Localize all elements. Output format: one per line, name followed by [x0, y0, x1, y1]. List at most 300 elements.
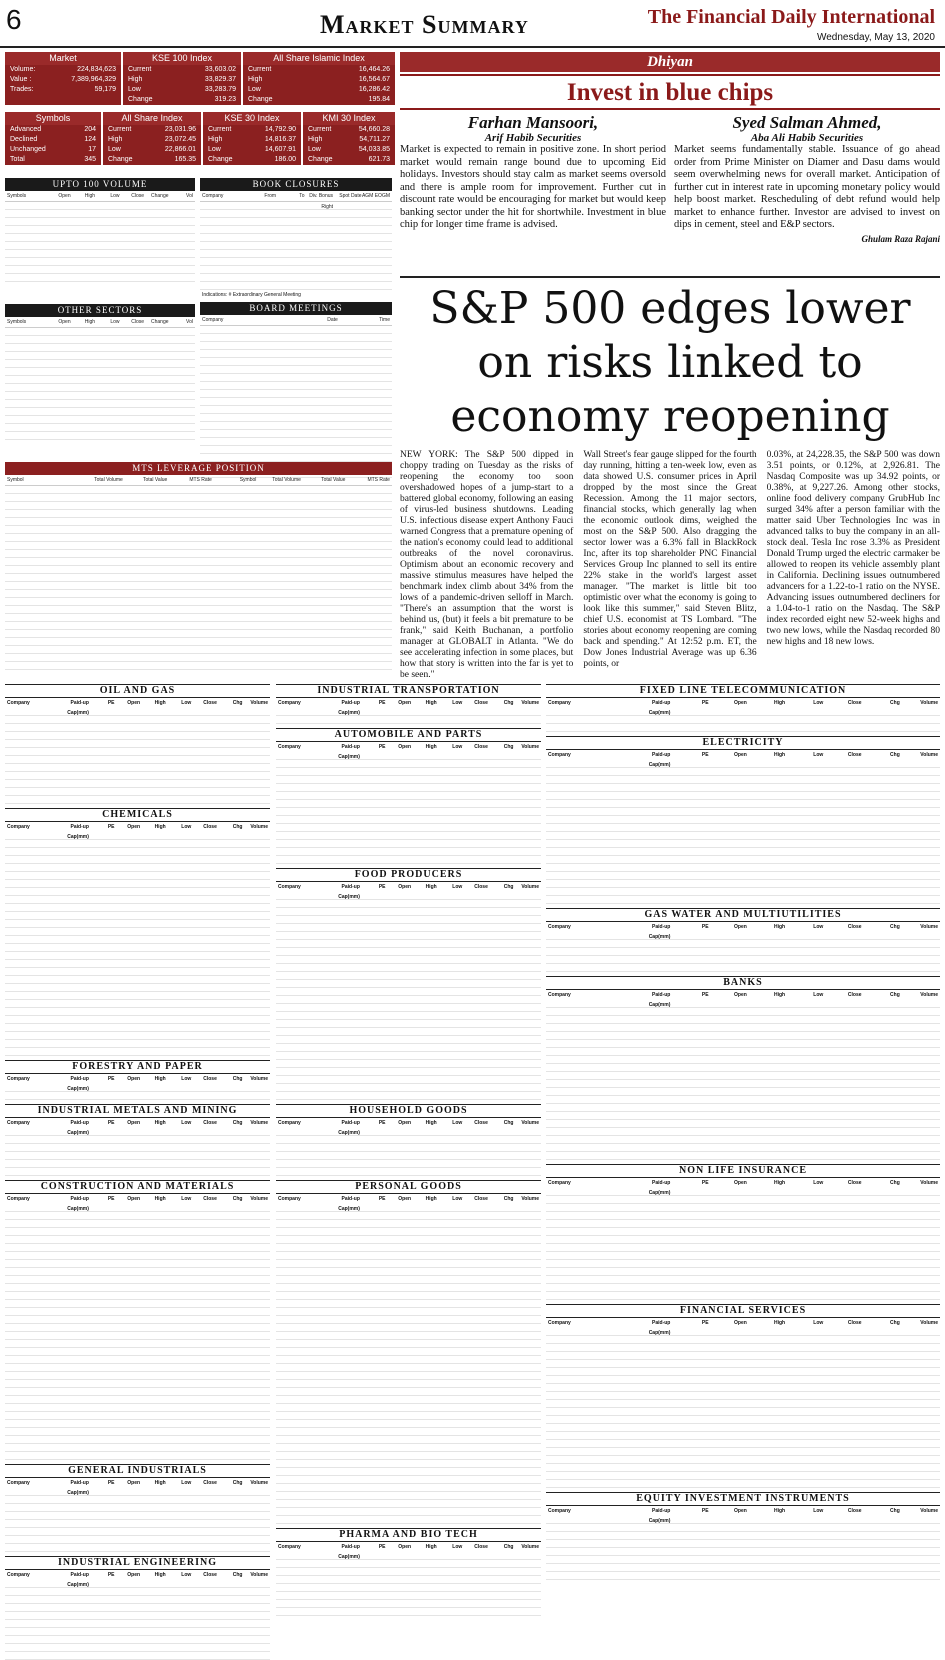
sector-columns: [5, 1118, 270, 1136]
row-label: Low: [208, 146, 221, 153]
column-header: Low: [181, 1572, 192, 1578]
other-sectors-header: [5, 317, 195, 328]
column-header: Low: [452, 884, 463, 890]
sector-columns: [5, 698, 270, 716]
sector-columns: [546, 1318, 940, 1336]
sector-column-left: [5, 684, 270, 1588]
allshare-islamic-title: All Share Islamic Index: [243, 52, 395, 65]
column-header: Open: [398, 1196, 412, 1202]
sector-column-middle: [276, 684, 541, 1579]
column-header: Close: [131, 319, 145, 325]
row-value: 16,464.26: [358, 66, 390, 73]
analyst-left-name: Farhan Mansoori,: [467, 113, 599, 132]
sector-rows: [276, 1552, 541, 1616]
kse30-row: [203, 155, 301, 165]
column-header: Div. Bonus Right: [309, 193, 334, 210]
column-header: Low: [452, 1196, 463, 1202]
sector-rows: [276, 708, 541, 724]
kse30-box: [203, 112, 301, 165]
column-header: Volume: [250, 824, 269, 830]
column-header: Paid-up Cap(mm): [338, 1120, 360, 1136]
symbols-row: [5, 155, 101, 165]
sector-rows: [546, 932, 940, 972]
sector-columns: [5, 1478, 270, 1496]
row-label: Current: [248, 66, 272, 73]
analyst-right-firm: Aba Ali Habib Securities: [750, 132, 864, 144]
column-header: Open: [127, 1480, 141, 1486]
row-value: 16,564.67: [358, 76, 390, 83]
sector-title: BANKS: [546, 976, 940, 990]
column-header: Chg: [503, 1544, 514, 1550]
column-header: Low: [813, 752, 824, 758]
symbols-row: [5, 125, 101, 135]
column-header: Company: [7, 1480, 30, 1486]
sector-rows: [546, 1516, 940, 1580]
column-header: Close: [847, 700, 862, 706]
dhiyan-headline: Invest in blue chips: [400, 74, 940, 110]
column-header: Low: [181, 1076, 192, 1082]
column-header: Volume: [920, 700, 938, 706]
column-header: Volume: [250, 1076, 269, 1082]
sector-columns: [546, 750, 940, 768]
main-story: [400, 276, 940, 680]
column-header: Company: [548, 1320, 571, 1326]
column-header: Spot Date: [339, 193, 362, 199]
column-header: Paid-up Cap(mm): [67, 1196, 89, 1212]
sector-title: HOUSEHOLD GOODS: [276, 1104, 541, 1118]
column-header: Close: [847, 1320, 862, 1326]
kse100-row: [123, 65, 241, 75]
column-header: PE: [701, 700, 709, 706]
kmi30-row: [303, 155, 395, 165]
column-header: Close: [474, 700, 488, 706]
column-header: Low: [452, 1544, 463, 1550]
column-header: From: [264, 193, 277, 199]
sector-columns: [546, 990, 940, 1008]
column-header: Company: [7, 1196, 30, 1202]
analyst-left-firm: Arif Habib Securities: [484, 132, 582, 144]
column-header: Open: [127, 1572, 141, 1578]
column-header: To: [299, 193, 305, 199]
column-header: Low: [813, 1180, 824, 1186]
column-header: PE: [107, 1196, 115, 1202]
column-header: Company: [7, 1572, 30, 1578]
row-label: Change: [128, 96, 153, 103]
column-header: Company: [278, 884, 301, 890]
allshare_islamic-row: [243, 95, 395, 105]
column-header: Low: [181, 824, 192, 830]
column-header: Time: [379, 317, 390, 323]
page-number: 6: [6, 4, 22, 35]
symbols-box: [5, 112, 101, 165]
board-meetings-header: [200, 315, 392, 326]
column-header: High: [425, 744, 437, 750]
sector-title: ELECTRICITY: [546, 736, 940, 750]
column-header: Paid-up Cap(mm): [648, 1508, 671, 1524]
sector-title: PHARMA AND BIO TECH: [276, 1528, 541, 1542]
column-header: Close: [474, 1196, 488, 1202]
allshare-box: [103, 112, 201, 165]
allshare_islamic-row: [243, 75, 395, 85]
column-header: Total Value: [142, 477, 168, 483]
column-header: Open: [398, 1120, 412, 1126]
column-header: PE: [107, 1480, 115, 1486]
column-header: Low: [813, 992, 824, 998]
column-header: Volume: [920, 992, 938, 998]
column-header: Volume: [521, 1196, 540, 1202]
column-header: Chg: [232, 1196, 243, 1202]
sector-title: INDUSTRIAL TRANSPORTATION: [276, 684, 541, 698]
column-header: Total Volume: [272, 477, 301, 483]
row-value: 22,866.01: [164, 146, 196, 153]
page-header: [0, 0, 945, 48]
row-value: 16,286.42: [358, 86, 390, 93]
column-header: Volume: [920, 1180, 938, 1186]
column-header: High: [154, 1196, 166, 1202]
sector-title: INDUSTRIAL ENGINEERING: [5, 1556, 270, 1570]
column-header: Chg: [890, 924, 900, 930]
story-headline-line1: S&P 500 edges lower: [429, 283, 911, 334]
column-header: PE: [107, 1120, 115, 1126]
column-header: Low: [813, 1320, 824, 1326]
sector-rows: [5, 1128, 270, 1176]
column-header: MTS Rate: [367, 477, 390, 483]
analyst-right-text: Market seems fundamentally stable. Issuance of go ahead order from Prime Minister on Diamer and Dasu dams would seem overwhelming news for overall market. Anticipation of further cut in interest rate in upcoming monetary policy would help boost market. Rescheduling of debt refund would help market to enhance further. Investor are advised to invest on dips in cement, steel and E&P sectors.: [674, 144, 940, 230]
sector-rows: [546, 1328, 940, 1488]
row-value: 54,660.28: [358, 126, 390, 133]
column-header: High: [773, 1508, 786, 1514]
symbols-row: [5, 135, 101, 145]
column-header: Volume: [920, 752, 938, 758]
column-header: Close: [203, 1120, 217, 1126]
sector-columns: [276, 882, 541, 900]
sector-columns: [5, 1570, 270, 1588]
column-header: Chg: [890, 752, 900, 758]
row-label: Change: [108, 156, 133, 163]
sector-columns: [546, 1178, 940, 1196]
story-column-1: NEW YORK: The S&P 500 dipped in choppy trading on Tuesday as the risks of reopening the economy too soon overshadowed hopes of a jump-start to a battered global economy, following an easing of virus-led business shutdowns. Leading U.S. infectious disease expert Anthony Fauci warned Congress that a premature opening of the nation's economy could lead to additional outbreaks of the novel coronavirus. Optimism about an economic recovery and massive stimulus measures have helped the benchmark index climb about 34% from the lows of a pandemic-driven selloff in March. "There's an assumption that the worst is behind us, (but) it feels a bit premature to be frank," said Keith Buchanan, a portfolio manager at GLOBALT in Atlanta. "We do see accelerating infection in some places, but how that story is written into the far is yet to be seen.": [400, 450, 574, 680]
row-label: Unchanged: [10, 146, 46, 153]
sector-title: FINANCIAL SERVICES: [546, 1304, 940, 1318]
column-header: Change: [150, 193, 169, 199]
column-header: Volume: [521, 700, 540, 706]
row-label: Total: [10, 156, 25, 163]
column-header: Chg: [232, 700, 243, 706]
column-header: PE: [378, 1196, 386, 1202]
column-header: Open: [398, 884, 412, 890]
column-header: Vol: [186, 319, 193, 325]
row-label: Current: [128, 66, 152, 73]
column-header: Paid-up Cap(mm): [338, 744, 360, 760]
column-header: Close: [847, 752, 862, 758]
column-header: High: [773, 924, 786, 930]
column-header: Open: [58, 319, 71, 325]
allshare-row: [103, 125, 201, 135]
column-header: High: [773, 1320, 786, 1326]
column-header: Company: [278, 1196, 301, 1202]
column-header: Close: [203, 1196, 217, 1202]
value-value: 7,389,964,329: [71, 76, 116, 83]
column-header: Low: [452, 700, 463, 706]
column-header: High: [154, 1120, 166, 1126]
symbols-row: [5, 145, 101, 155]
sector-rows: [5, 1204, 270, 1460]
newspaper-title: The Financial Daily International: [647, 6, 935, 28]
column-header: Chg: [503, 744, 514, 750]
column-header: Close: [203, 1480, 217, 1486]
sector-rows: [276, 1128, 541, 1176]
column-header: High: [84, 319, 96, 325]
kse100-row: [123, 75, 241, 85]
row-value: 23,072.45: [164, 136, 196, 143]
column-header: Low: [110, 193, 120, 199]
row-label: High: [248, 76, 263, 83]
column-header: Close: [131, 193, 145, 199]
column-header: High: [84, 193, 96, 199]
row-label: Current: [208, 126, 232, 133]
column-header: Total Value: [321, 477, 346, 483]
column-header: Chg: [232, 1480, 243, 1486]
sector-title: CHEMICALS: [5, 808, 270, 822]
column-header: PE: [701, 924, 709, 930]
column-header: PE: [107, 824, 115, 830]
kmi30-title: KMI 30 Index: [303, 112, 395, 125]
trades-label: Trades:: [10, 86, 34, 93]
column-header: Open: [734, 752, 747, 758]
column-header: Close: [203, 824, 217, 830]
section-title: Market Summary: [320, 10, 529, 39]
column-header: High: [425, 1544, 437, 1550]
column-header: Chg: [503, 1196, 514, 1202]
column-header: Symbols: [7, 319, 27, 325]
column-header: Company: [548, 752, 571, 758]
sector-columns: [5, 1074, 270, 1092]
sector-rows: [5, 1084, 270, 1100]
column-header: Close: [474, 744, 488, 750]
column-header: Chg: [503, 884, 514, 890]
column-header: Company: [202, 317, 224, 323]
story-headline-line3: economy reopening: [450, 391, 890, 442]
row-label: High: [308, 136, 323, 143]
sector-rows: [5, 708, 270, 804]
allshare_islamic-row: [243, 65, 395, 75]
dhiyan-label: Dhiyan: [400, 52, 940, 72]
row-value: 17: [88, 146, 96, 153]
row-label: Low: [128, 86, 141, 93]
column-header: Company: [548, 700, 571, 706]
column-header: Low: [110, 319, 120, 325]
allshare-row: [103, 155, 201, 165]
row-value: 124: [84, 136, 96, 143]
column-header: Chg: [232, 824, 243, 830]
kmi30-box: [303, 112, 395, 165]
upto100-title: UPTO 100 VOLUME: [5, 178, 195, 191]
column-header: High: [773, 752, 786, 758]
column-header: Company: [548, 1508, 571, 1514]
column-header: Chg: [890, 992, 900, 998]
sector-column-right: [546, 684, 940, 1579]
column-header: Paid-up Cap(mm): [67, 1120, 89, 1136]
column-header: High: [773, 700, 786, 706]
column-header: Paid-up Cap(mm): [67, 1076, 89, 1092]
column-header: Company: [278, 700, 301, 706]
column-header: Volume: [521, 1544, 540, 1550]
column-header: Open: [127, 1120, 141, 1126]
allshare-row: [103, 145, 201, 155]
allshare-title: All Share Index: [103, 112, 201, 125]
column-header: High: [154, 1076, 166, 1082]
column-header: PE: [107, 1572, 115, 1578]
sector-columns: [276, 1118, 541, 1136]
row-value: 14,607.91: [264, 146, 296, 153]
row-label: Advanced: [10, 126, 42, 133]
row-label: Low: [248, 86, 261, 93]
sector-title: EQUITY INVESTMENT INSTRUMENTS: [546, 1492, 940, 1506]
column-header: Close: [847, 1180, 862, 1186]
sector-columns: [5, 822, 270, 840]
column-header: Close: [474, 1544, 488, 1550]
column-header: Company: [278, 744, 301, 750]
column-header: Volume: [250, 1120, 269, 1126]
sector-title: FIXED LINE TELECOMMUNICATION: [546, 684, 940, 698]
analyst-left-text: Market is expected to remain in positive zone. In short period market would remain range bound due to upcoming Eid holidays. Investors should stay calm as market seems oversold and there is ample room for improvement. Further cut in discount rate would be encouraging for market but would keep banking sector under the hit for shortwhile. Investment in blue chip for longer time frame is advised.: [400, 144, 666, 230]
sector-rows: [5, 1580, 270, 1660]
sector-columns: [276, 1194, 541, 1212]
column-header: PE: [701, 1320, 709, 1326]
column-header: Close: [474, 1120, 488, 1126]
column-header: Low: [181, 1120, 192, 1126]
column-header: Volume: [250, 700, 269, 706]
dhiyan-feature: [400, 52, 940, 272]
market-title: Market: [5, 52, 121, 65]
column-header: Symbol: [7, 477, 24, 483]
value-label: Value :: [10, 76, 32, 83]
sector-title: INDUSTRIAL METALS AND MINING: [5, 1104, 270, 1118]
column-header: Low: [813, 1508, 824, 1514]
column-header: Paid-up Cap(mm): [648, 992, 671, 1008]
column-header: Open: [734, 992, 747, 998]
column-header: Open: [734, 1508, 747, 1514]
column-header: High: [425, 1196, 437, 1202]
sector-title: CONSTRUCTION AND MATERIALS: [5, 1180, 270, 1194]
sector-title: OIL AND GAS: [5, 684, 270, 698]
column-header: Open: [398, 1544, 412, 1550]
row-value: 345: [84, 156, 96, 163]
column-header: Open: [127, 700, 141, 706]
kmi30-row: [303, 135, 395, 145]
column-header: PE: [701, 1180, 709, 1186]
story-column-2: Wall Street's fear gauge slipped for the fourth day running, hitting a ten-week low, even as data showed U.S. consumer prices in April dropped by the most since the Great Recession. Among the 11 major sectors, financial stocks, which generally lag when the economic outlook dims, weighed the most on the S&P 500. Also dragging the sector lower was a 6.3% fall in BlackRock Inc, after its top shareholder PNC Financial Services Group Inc planned to sell its entire 22% stake in the world's largest asset manager. "The market is little bit too optimistic over what the economy is going to look like this summer," said Steven Blitz, chief U.S. economist at TS Lombard. "The stories about economy reopening are coming back and spending." At 12:52 p.m. ET, the Dow Jones Industrial Average was up 6.36 points, or: [583, 450, 757, 669]
column-header: Symbol: [239, 477, 257, 483]
column-header: Vol: [186, 193, 193, 199]
sector-rows: [276, 752, 541, 864]
column-header: PE: [107, 700, 115, 706]
column-header: Close: [203, 1076, 217, 1082]
sector-rows: [276, 892, 541, 1100]
board-meetings-title: BOARD MEETINGS: [200, 302, 392, 315]
column-header: High: [425, 700, 437, 706]
column-header: PE: [701, 992, 709, 998]
kse100-row: [123, 85, 241, 95]
column-header: Volume: [920, 1508, 938, 1514]
column-header: Company: [548, 1180, 571, 1186]
sector-title: NON LIFE INSURANCE: [546, 1164, 940, 1178]
column-header: Paid-up Cap(mm): [338, 700, 360, 716]
column-header: PE: [378, 1544, 386, 1550]
column-header: Close: [474, 884, 488, 890]
column-header: Volume: [521, 884, 540, 890]
sector-columns: [546, 698, 940, 716]
sector-title: AUTOMOBILE AND PARTS: [276, 728, 541, 742]
sector-rows: [276, 1204, 541, 1524]
column-header: High: [773, 1180, 786, 1186]
sector-columns: [546, 922, 940, 940]
column-header: Low: [452, 744, 463, 750]
book-closures-table: [200, 178, 392, 458]
sector-rows: [546, 1000, 940, 1160]
column-header: High: [154, 1572, 166, 1578]
column-header: PE: [378, 744, 386, 750]
column-header: Paid-up Cap(mm): [338, 884, 360, 900]
row-value: 319.23: [214, 96, 236, 103]
column-header: PE: [701, 752, 709, 758]
column-header: Chg: [232, 1572, 243, 1578]
column-header: Low: [813, 924, 824, 930]
column-header: Chg: [890, 1180, 900, 1186]
volume-label: Volume:: [10, 66, 36, 73]
row-label: High: [208, 136, 223, 143]
mts-leverage-table: [5, 462, 392, 678]
column-header: Company: [278, 1544, 301, 1550]
column-header: Chg: [890, 1508, 900, 1514]
sector-rows: [5, 1488, 270, 1552]
column-header: PE: [701, 1508, 709, 1514]
row-label: Declined: [10, 136, 38, 143]
story-headline-line2: on risks linked to: [477, 337, 863, 388]
column-header: Paid-up Cap(mm): [338, 1196, 360, 1212]
column-header: Chg: [890, 700, 900, 706]
column-header: Low: [452, 1120, 463, 1126]
column-header: MTS Rate: [189, 477, 212, 483]
column-header: Close: [203, 1572, 217, 1578]
column-header: Company: [278, 1120, 301, 1126]
allshare-row: [103, 135, 201, 145]
column-header: Company: [7, 1120, 30, 1126]
mts-title: MTS LEVERAGE POSITION: [5, 462, 392, 475]
column-header: Open: [734, 700, 747, 706]
column-header: Volume: [920, 1320, 938, 1326]
column-header: Total Volume: [94, 477, 123, 483]
column-header: AGM EOGM: [361, 193, 390, 199]
column-header: Low: [813, 700, 824, 706]
column-header: Chg: [232, 1076, 243, 1082]
column-header: Volume: [521, 1120, 540, 1126]
row-label: High: [108, 136, 123, 143]
column-header: Close: [847, 1508, 862, 1514]
column-header: Volume: [250, 1196, 269, 1202]
column-header: Open: [127, 1076, 141, 1082]
row-value: 621.73: [368, 156, 390, 163]
column-header: High: [154, 824, 166, 830]
kse30-row: [203, 145, 301, 155]
allshare_islamic-row: [243, 85, 395, 95]
row-value: 14,792.90: [264, 126, 296, 133]
column-header: PE: [378, 700, 386, 706]
column-header: Volume: [521, 744, 540, 750]
column-header: Change: [150, 319, 169, 325]
row-value: 33,283.79: [204, 86, 236, 93]
row-value: 195.84: [368, 96, 390, 103]
